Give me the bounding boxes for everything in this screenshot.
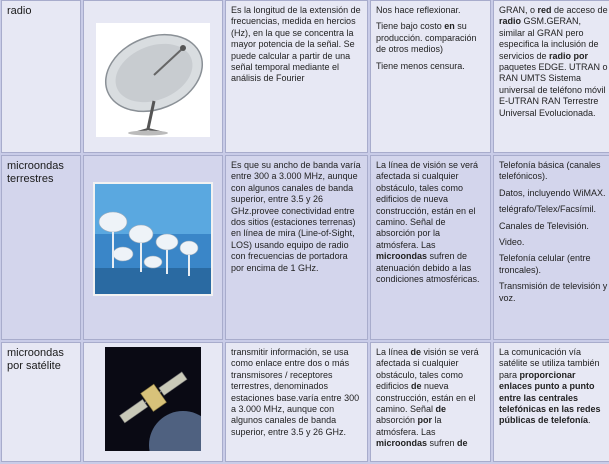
advantage-item: Nos hace reflexionar. [376,5,461,15]
description-text: transmitir información, se usa como enlace entre dos o más transmisores / receptores terrestres, denominados estaciones base.varía entre 300 a 3.000 MHz, aunque con algunos canales de banda superior, entre 3.5 y 26 GHz. [231,347,360,437]
uses-cell [493,155,609,340]
advantage-item: Tiene menos censura. [376,60,465,71]
description-cell [225,155,368,340]
uses-emphasis: radio [499,16,522,27]
uses-text: de acceso de [551,5,608,15]
table-row [1,342,609,462]
uses-text: La comunicación vía satélite se utiliza también para [499,347,600,380]
medium-name-cell [1,155,81,340]
advantages-cell [370,0,491,153]
use-item: telégrafo/Telex/Facsímil. [499,204,597,215]
use-item: Canales de Televisión. [499,220,589,231]
description-text: Es que su ancho de banda varía entre 300 a 3.000 MHz, aunque con algunos canales de banda superior, entre 3.5 y 26 GHz.provee conectividad entre dos sitios (estaciones terrenas) en línea de mira (Line-of-Sight, LOS) usando equipo de radio con frecuencias de portadora por encima de 1 GHz. [231,160,361,273]
uses-emphasis: proporcionar enlaces punto a punto entre las centrales telefónicas en las redes públicas de telefonía [499,369,601,426]
satellite-in-orbit-image [105,347,201,451]
use-item: Datos, incluyendo WiMAX. [499,187,606,198]
use-item: Video. [499,237,525,248]
advantage-text: visión se verá afectada si cualquier obstáculo, tales como edificios [376,347,479,392]
uses-cell [493,0,609,153]
advantage-text: La línea [376,347,411,357]
radio-telescope-array-image [93,182,213,296]
advantage-text: su producción. comparación de otros medios) [376,21,477,55]
advantage-emphasis: de [457,438,468,449]
use-item: Telefonía básica (canales telefónicos). [499,160,601,182]
advantage-emphasis: por [417,415,433,426]
use-item: Transmisión de televisión y voz. [499,281,608,303]
advantage-emphasis: en [444,21,455,32]
uses-emphasis: red [537,5,552,15]
advantage-text: sufren de atenuación debido a las condiciones atmosféricas. [376,251,480,285]
use-item: Telefonía celular (entre troncales). [499,253,591,275]
uses-cell [493,342,609,462]
medium-name: radio [7,5,32,17]
uses-text: GSM.GERAN, similar al GRAN pero especifica la inclusión de servicios de [499,16,599,61]
medium-name-cell [1,0,81,153]
medium-name: microondas por satélite [7,347,64,372]
advantage-text: La línea de visión se verá afectada si cualquier obstáculo, tales como edificios de nueva construcción, están en el camino. Señal de absorción por la atmósfera. Las [376,160,479,250]
uses-text: paquetes EDGE. UTRAN o RAN UMTS Sistema universal de teléfono móvil E-UTRAN RAN Terrestre Universal Evolucionada. [499,62,608,118]
description-cell [225,342,368,462]
advantage-emphasis: microondas [376,438,428,449]
uses-text: GRAN, o [499,5,538,15]
image-cell [83,155,223,340]
advantage-text: nueva construcción, están en el camino. Señal [376,381,476,415]
advantage-emphasis: microondas [376,251,428,262]
advantages-cell [370,342,491,462]
advantage-text: sufren [427,438,458,449]
table-row [1,0,609,153]
advantage-item [376,21,485,55]
description-cell [225,0,368,153]
image-cell [83,0,223,153]
advantage-text: absorción [376,415,418,426]
advantage-emphasis: de [435,404,447,415]
uses-text: . [588,415,591,426]
advantage-emphasis: de [410,347,422,357]
advantage-text: Tiene bajo costo [376,21,445,32]
description-text: Es la longitud de la extensión de frecuencias, medida en hercios (Hz), en la que se concentra la mayor potencia de la señal. Se puede calcular a partir de una señal temporal mediante el análisis de Fourier [231,5,361,84]
image-cell [83,342,223,462]
advantages-cell [370,155,491,340]
uses-emphasis: radio por [549,50,589,61]
medium-name: microondas terrestres [7,160,64,185]
medium-name-cell [1,342,81,462]
table-row [1,155,609,340]
advantage-text: la atmósfera. Las [376,415,442,437]
advantage-emphasis: de [411,381,422,392]
satellite-dish-image [96,23,210,137]
